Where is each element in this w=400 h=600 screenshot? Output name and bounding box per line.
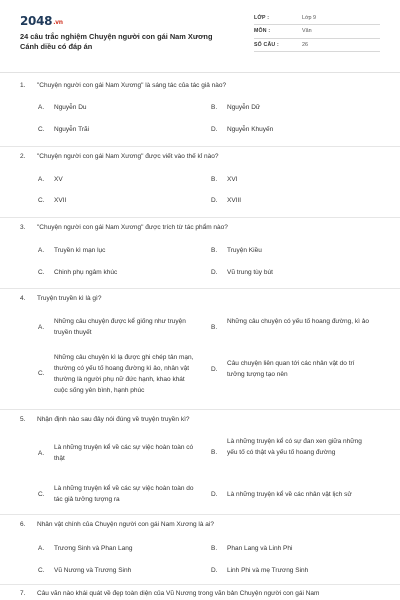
option-text: Nguyễn Trãi bbox=[54, 126, 90, 133]
option-text: Chinh phụ ngâm khúc bbox=[54, 269, 118, 276]
document-title bbox=[20, 32, 245, 52]
question-4 bbox=[20, 293, 380, 405]
question-stem bbox=[20, 80, 380, 92]
option-text: Linh Phi và mẹ Trương Sinh bbox=[227, 567, 309, 574]
meta-value: Văn bbox=[302, 28, 312, 35]
meta-value: Lớp 9 bbox=[302, 15, 317, 21]
question-stem bbox=[20, 293, 380, 305]
meta-value: 26 bbox=[302, 41, 308, 48]
option-text: Câu chuyện liên quan tới các nhân vật do trí tưởng tượng tạo nên bbox=[227, 360, 355, 378]
question-text: Truyện truyền kì là gì? bbox=[37, 295, 102, 302]
question-7 bbox=[20, 588, 380, 600]
option-text: Là những truyện kể về các sự việc hoàn toàn có thật bbox=[54, 444, 194, 462]
document-title-line-2: Cánh diều có đáp án bbox=[20, 42, 93, 51]
site-logo[interactable] bbox=[20, 14, 63, 28]
option-key: D. bbox=[211, 567, 218, 574]
logo-text: 2048 bbox=[20, 14, 53, 28]
option-key: D. bbox=[211, 491, 218, 498]
option-key: B. bbox=[211, 545, 218, 552]
option-text: Những câu chuyện được kể giống như truyện truyền thuyết bbox=[54, 318, 186, 336]
question-text: "Chuyện người con gái Nam Xương" được trích từ tác phẩm nào? bbox=[37, 224, 228, 231]
option-text: Phan Lang và Linh Phi bbox=[227, 545, 293, 552]
question-1 bbox=[20, 80, 380, 140]
option-key: C. bbox=[38, 567, 45, 574]
option-key: B. bbox=[211, 324, 218, 331]
option-key: B. bbox=[211, 247, 218, 254]
option-text: Là những truyện kể có sự đan xen giữa những yếu tố có thật và yếu tố hoang đường bbox=[227, 438, 362, 456]
question-text: Nhận định nào sau đây nói đúng về truyện truyền kì? bbox=[37, 416, 190, 423]
option-key: A. bbox=[38, 247, 45, 254]
document-header bbox=[20, 12, 380, 64]
option-text: Là những truyện kể về các nhân vật lịch sử bbox=[227, 491, 352, 498]
option-text: Những câu chuyện có yếu tố hoang đường, kì ảo bbox=[227, 318, 369, 325]
meta-row-question-count bbox=[254, 39, 380, 52]
option-text: Truyền kì mạn lục bbox=[54, 247, 106, 254]
option-text: XVII bbox=[54, 197, 67, 204]
option-text: XV bbox=[54, 176, 63, 183]
logo-suffix: .vn bbox=[53, 19, 63, 26]
question-stem bbox=[20, 588, 380, 600]
option-key: C. bbox=[38, 126, 45, 133]
option-text: XVIII bbox=[227, 197, 242, 204]
question-stem bbox=[20, 151, 380, 163]
question-stem bbox=[20, 519, 380, 531]
question-divider bbox=[0, 146, 400, 147]
option-text: Truyện Kiều bbox=[227, 247, 262, 254]
question-divider bbox=[0, 217, 400, 218]
question-number: 2. bbox=[20, 153, 26, 160]
question-divider bbox=[0, 514, 400, 515]
option-text: Trương Sinh và Phan Lang bbox=[54, 545, 133, 552]
option-key: C. bbox=[38, 269, 45, 276]
header-divider bbox=[0, 72, 400, 73]
document-meta bbox=[254, 12, 380, 52]
question-divider bbox=[0, 584, 400, 585]
question-number: 3. bbox=[20, 224, 26, 231]
option-key: A. bbox=[38, 104, 45, 111]
question-divider bbox=[0, 409, 400, 410]
option-key: D. bbox=[211, 126, 218, 133]
option-key: A. bbox=[38, 176, 45, 183]
question-text: Câu văn nào khái quát về đẹp toàn diện của Vũ Nương trong văn bản Chuyện người con gái Nam bbox=[37, 590, 320, 597]
option-key: B. bbox=[211, 449, 218, 456]
option-key: A. bbox=[38, 324, 45, 331]
option-text: Những câu chuyện kì lạ được ghi chép tản mạn, thường có yếu tố hoang đường kì ảo, nhân vật thường là người phụ nữ đức hạnh, khao khát cuộc sống yên bình, hạnh phúc bbox=[54, 354, 194, 394]
question-2 bbox=[20, 151, 380, 211]
option-text: Là những truyện kể về các sự việc hoàn toàn do tác giả tưởng tượng ra bbox=[54, 485, 194, 503]
document-title-line-1: 24 câu trắc nghiệm Chuyện người con gái Nam Xương bbox=[20, 32, 213, 41]
option-text: XVI bbox=[227, 176, 238, 183]
question-divider bbox=[0, 288, 400, 289]
option-key: B. bbox=[211, 104, 218, 111]
question-number: 6. bbox=[20, 521, 26, 528]
question-text: "Chuyện người con gái Nam Xương" được viết vào thế kỉ nào? bbox=[37, 153, 219, 160]
option-key: C. bbox=[38, 370, 45, 377]
question-number: 5. bbox=[20, 416, 26, 423]
option-text: Nguyễn Khuyến bbox=[227, 126, 274, 133]
question-stem bbox=[20, 414, 380, 426]
option-text: Nguyễn Du bbox=[54, 104, 87, 111]
option-key: A. bbox=[38, 450, 45, 457]
question-3 bbox=[20, 222, 380, 282]
option-key: D. bbox=[211, 366, 218, 373]
question-5 bbox=[20, 414, 380, 510]
option-text: Vũ Nương và Trương Sinh bbox=[54, 567, 132, 574]
option-key: C. bbox=[38, 197, 45, 204]
question-text: "Chuyện người con gái Nam Xương" là sáng tác của tác giả nào? bbox=[37, 82, 227, 89]
meta-row-subject bbox=[254, 25, 380, 38]
question-stem bbox=[20, 222, 380, 234]
option-text: Vũ trung tùy bút bbox=[227, 269, 273, 276]
question-6 bbox=[20, 519, 380, 581]
meta-row-class bbox=[254, 12, 380, 25]
meta-key: LỚP : bbox=[254, 15, 270, 21]
meta-key: SỐ CÂU : bbox=[254, 41, 279, 48]
meta-key: MÔN : bbox=[254, 28, 271, 35]
option-key: D. bbox=[211, 197, 218, 204]
question-text: Nhân vật chính của Chuyện người con gái Nam Xương là ai? bbox=[37, 521, 214, 528]
question-number: 7. bbox=[20, 590, 26, 597]
option-key: C. bbox=[38, 491, 45, 498]
option-key: B. bbox=[211, 176, 218, 183]
question-number: 4. bbox=[20, 295, 26, 302]
option-key: D. bbox=[211, 269, 218, 276]
option-key: A. bbox=[38, 545, 45, 552]
option-text: Nguyễn Dữ bbox=[227, 104, 261, 111]
question-number: 1. bbox=[20, 82, 26, 89]
